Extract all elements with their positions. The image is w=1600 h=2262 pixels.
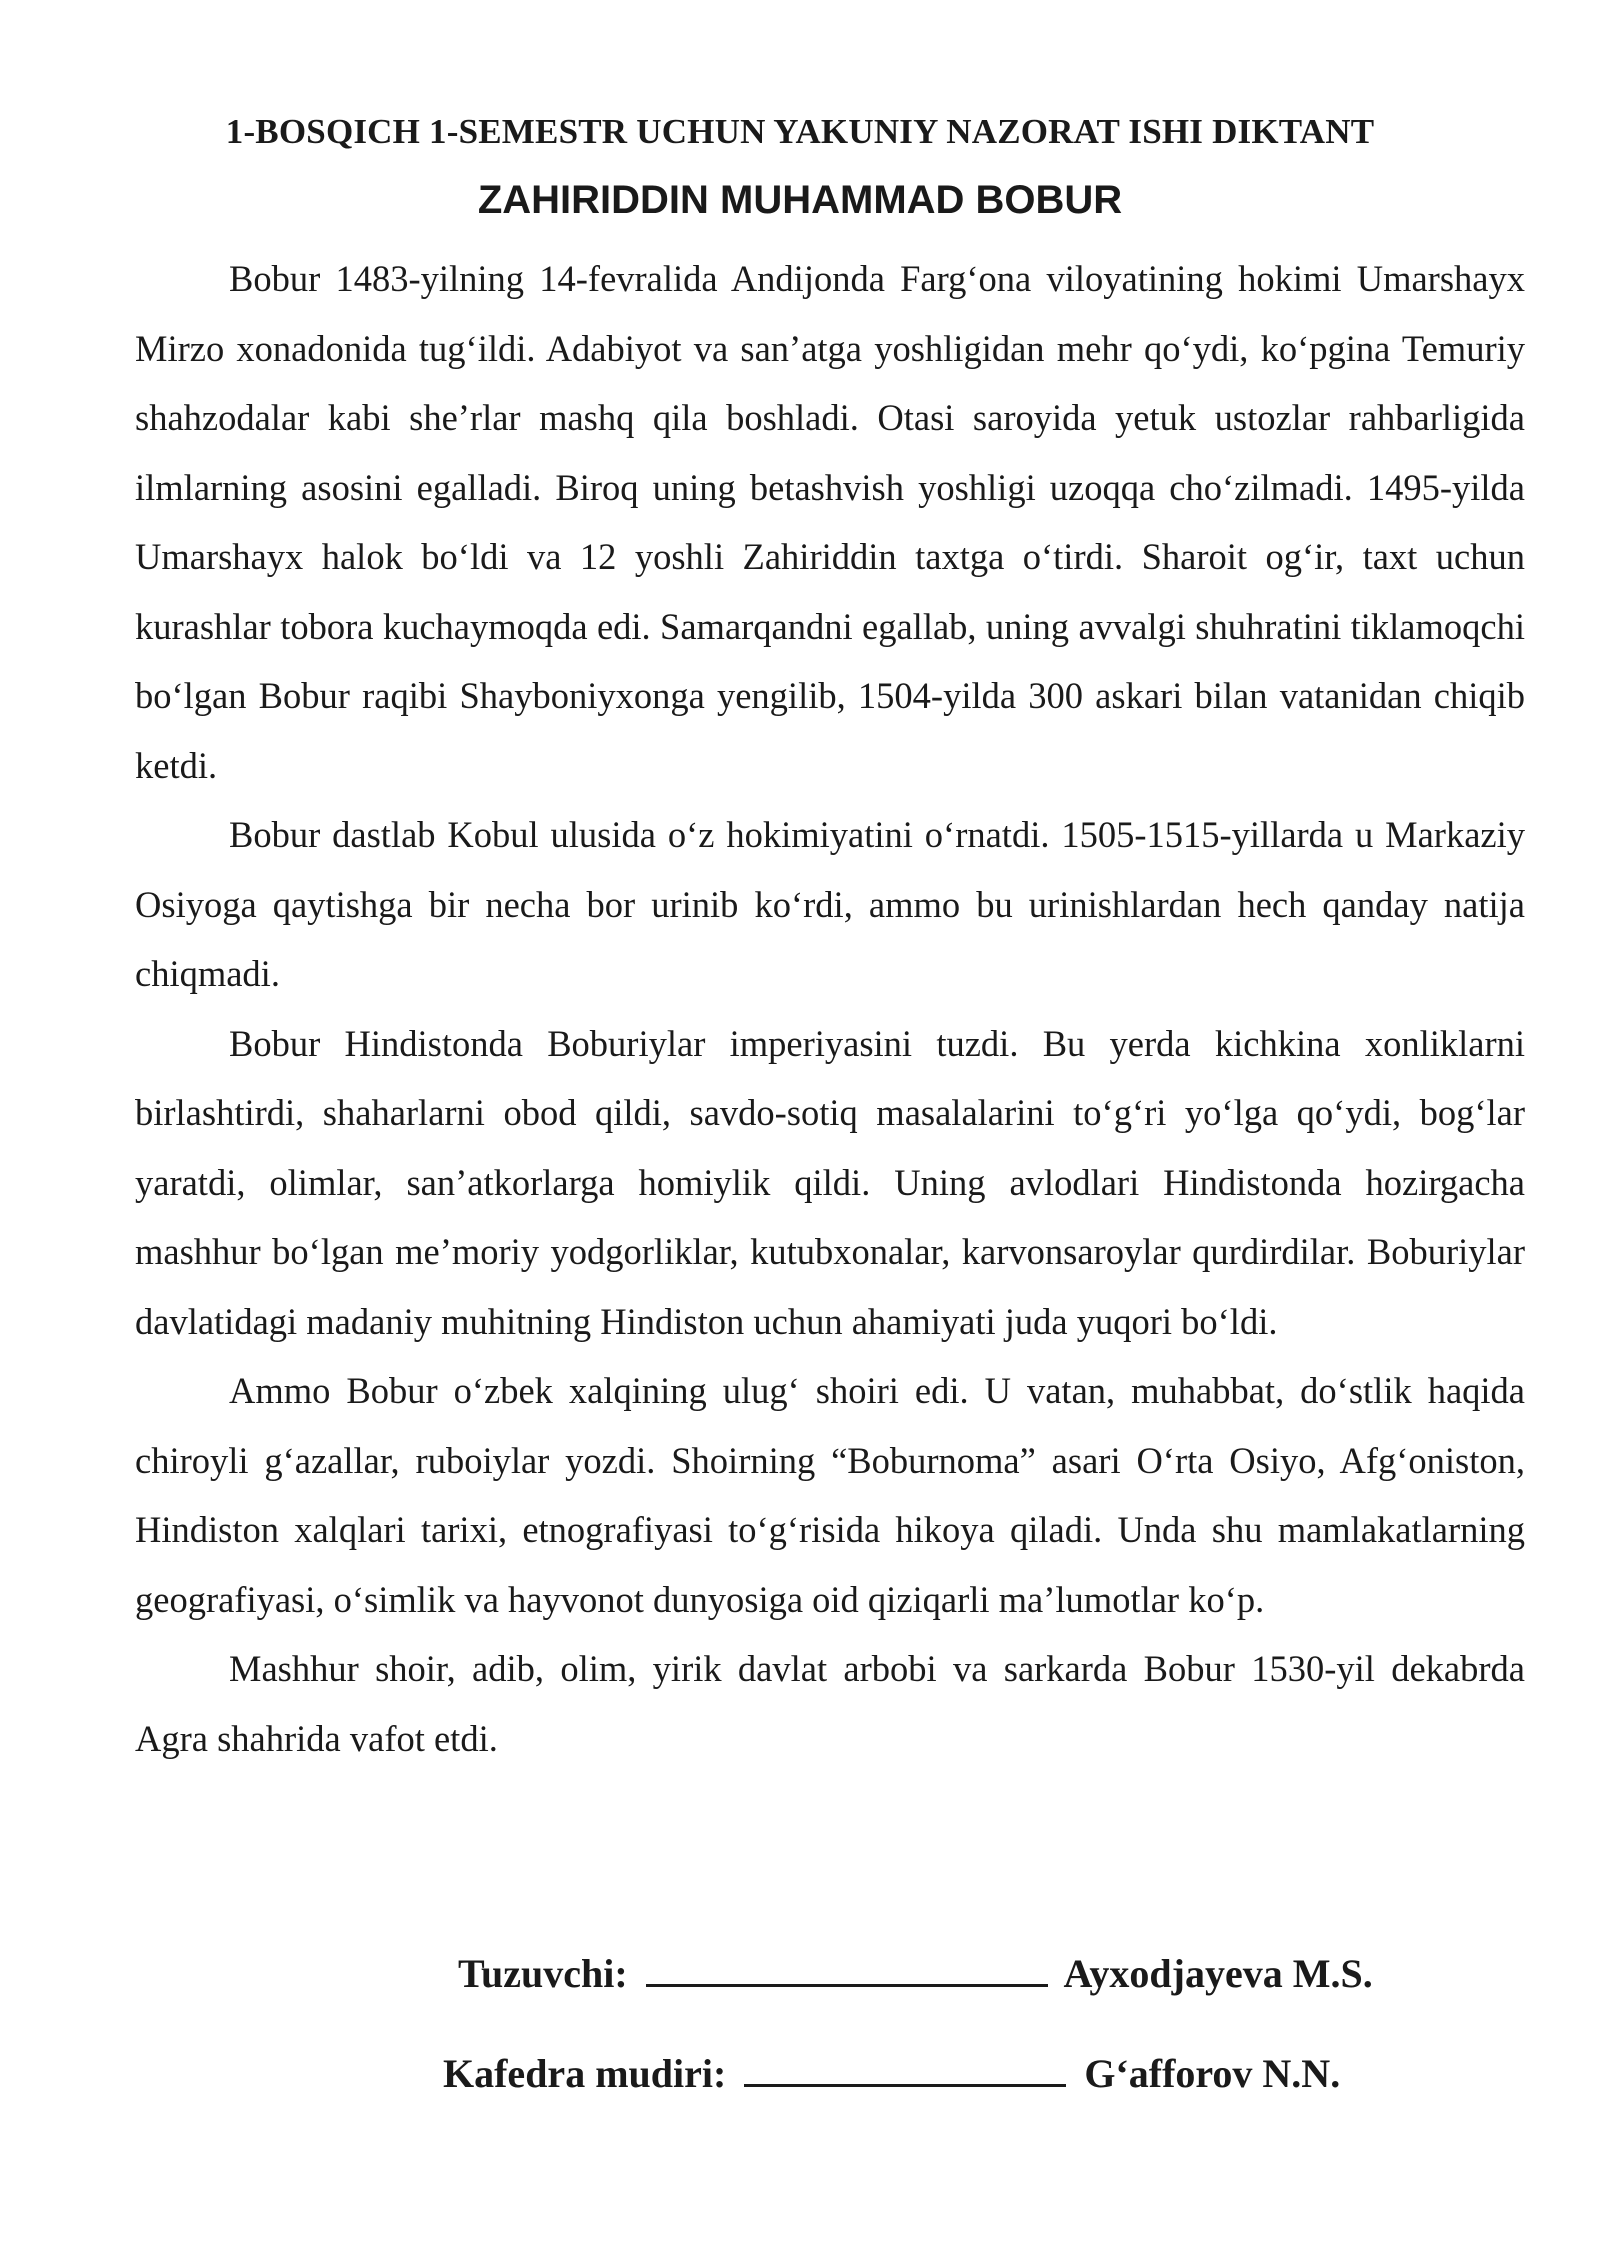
head-name: G‘afforov N.N. [1084, 2051, 1341, 2096]
paragraph-1: Bobur 1483-yilning 14-fevralida Andijonda Farg‘ona viloyatining hokimi Umarshayx Mirzo xonadonida tug‘ildi. Adabiyot va san’atga yoshligidan mehr qo‘ydi, ko‘pgina Temuriy shahzodalar kabi she’rlar mashq qila boshladi. Otasi saroyida yetuk ustozlar rahbarligida ilmlarning asosini egalladi. Biroq uning betashvish yoshligi uzoqqa cho‘zilmadi. 1495-yilda Umarshayx halok bo‘ldi va 12 yoshli Zahiriddin taxtga o‘tirdi. Sharoit og‘ir, taxt uchun kurashlar tobora kuchaymoqda edi. Samarqandni egallab, uning avvalgi shuhratini tiklamoqchi bo‘lgan Bobur raqibi Shayboniyxonga yengilib, 1504-yilda 300 askari bilan vatanidan chiqib ketdi. [135, 258, 1525, 786]
paragraph-2: Bobur dastlab Kobul ulusida o‘z hokimiyatini o‘rnatdi. 1505-1515-yillarda u Markaziy Osiyoga qaytishga bir necha bor urinib ko‘rdi, ammo bu urinishlardan hech qanday natija chiqmadi. [135, 814, 1525, 994]
head-signature-line [744, 2050, 1066, 2087]
head-signature-row [443, 2050, 1340, 2097]
paragraph-3: Bobur Hindistonda Boburiylar imperiyasini tuzdi. Bu yerda kichkina xonliklarni birlashtirdi, shaharlarni obod qildi, savdo-sotiq masalalarini to‘g‘ri yo‘lga qo‘ydi, bog‘lar yaratdi, olimlar, san’atkorlarga homiylik qildi. Uning avlodlari Hindistonda hozirgacha mashhur bo‘lgan me’moriy yodgorliklar, kutubxonalar, karvonsaroylar qurdirdilar. Boburiylar davlatidagi madaniy muhitning Hindiston uchun ahamiyati juda yuqori bo‘ldi. [135, 1022, 1525, 1342]
compiler-signature-line [646, 1950, 1048, 1987]
document-subtitle: ZAHIRIDDIN MUHAMMAD BOBUR [477, 178, 1123, 222]
paragraph-4: Ammo Bobur o‘zbek xalqining ulug‘ shoiri edi. U vatan, muhabbat, do‘stlik haqida chiroyli g‘azallar, ruboiylar yozdi. Shoirning “Boburnoma” asari O‘rta Osiyo, Afg‘oniston, Hindiston xalqlari tarixi, etnografiyasi to‘g‘risida hikoya qiladi. Unda shu mamlakatlarning geografiyasi, o‘simlik va hayvonot dunyosiga oid qiziqarli ma’lumotlar ko‘p. [135, 1370, 1525, 1620]
head-label: Kafedra mudiri: [443, 2051, 727, 2096]
document-title: 1-BOSQICH 1-SEMESTR UCHUN YAKUNIY NAZORAT ISHI DIKTANT [225, 112, 1375, 151]
document-body [135, 244, 1525, 1773]
compiler-signature-row [458, 1950, 1373, 1997]
compiler-label: Tuzuvchi: [458, 1951, 628, 1996]
paragraph-5: Mashhur shoir, adib, olim, yirik davlat arbobi va sarkarda Bobur 1530-yil dekabrda Agra shahrida vafot etdi. [135, 1648, 1525, 1759]
compiler-name: Ayxodjayeva M.S. [1063, 1951, 1373, 1996]
